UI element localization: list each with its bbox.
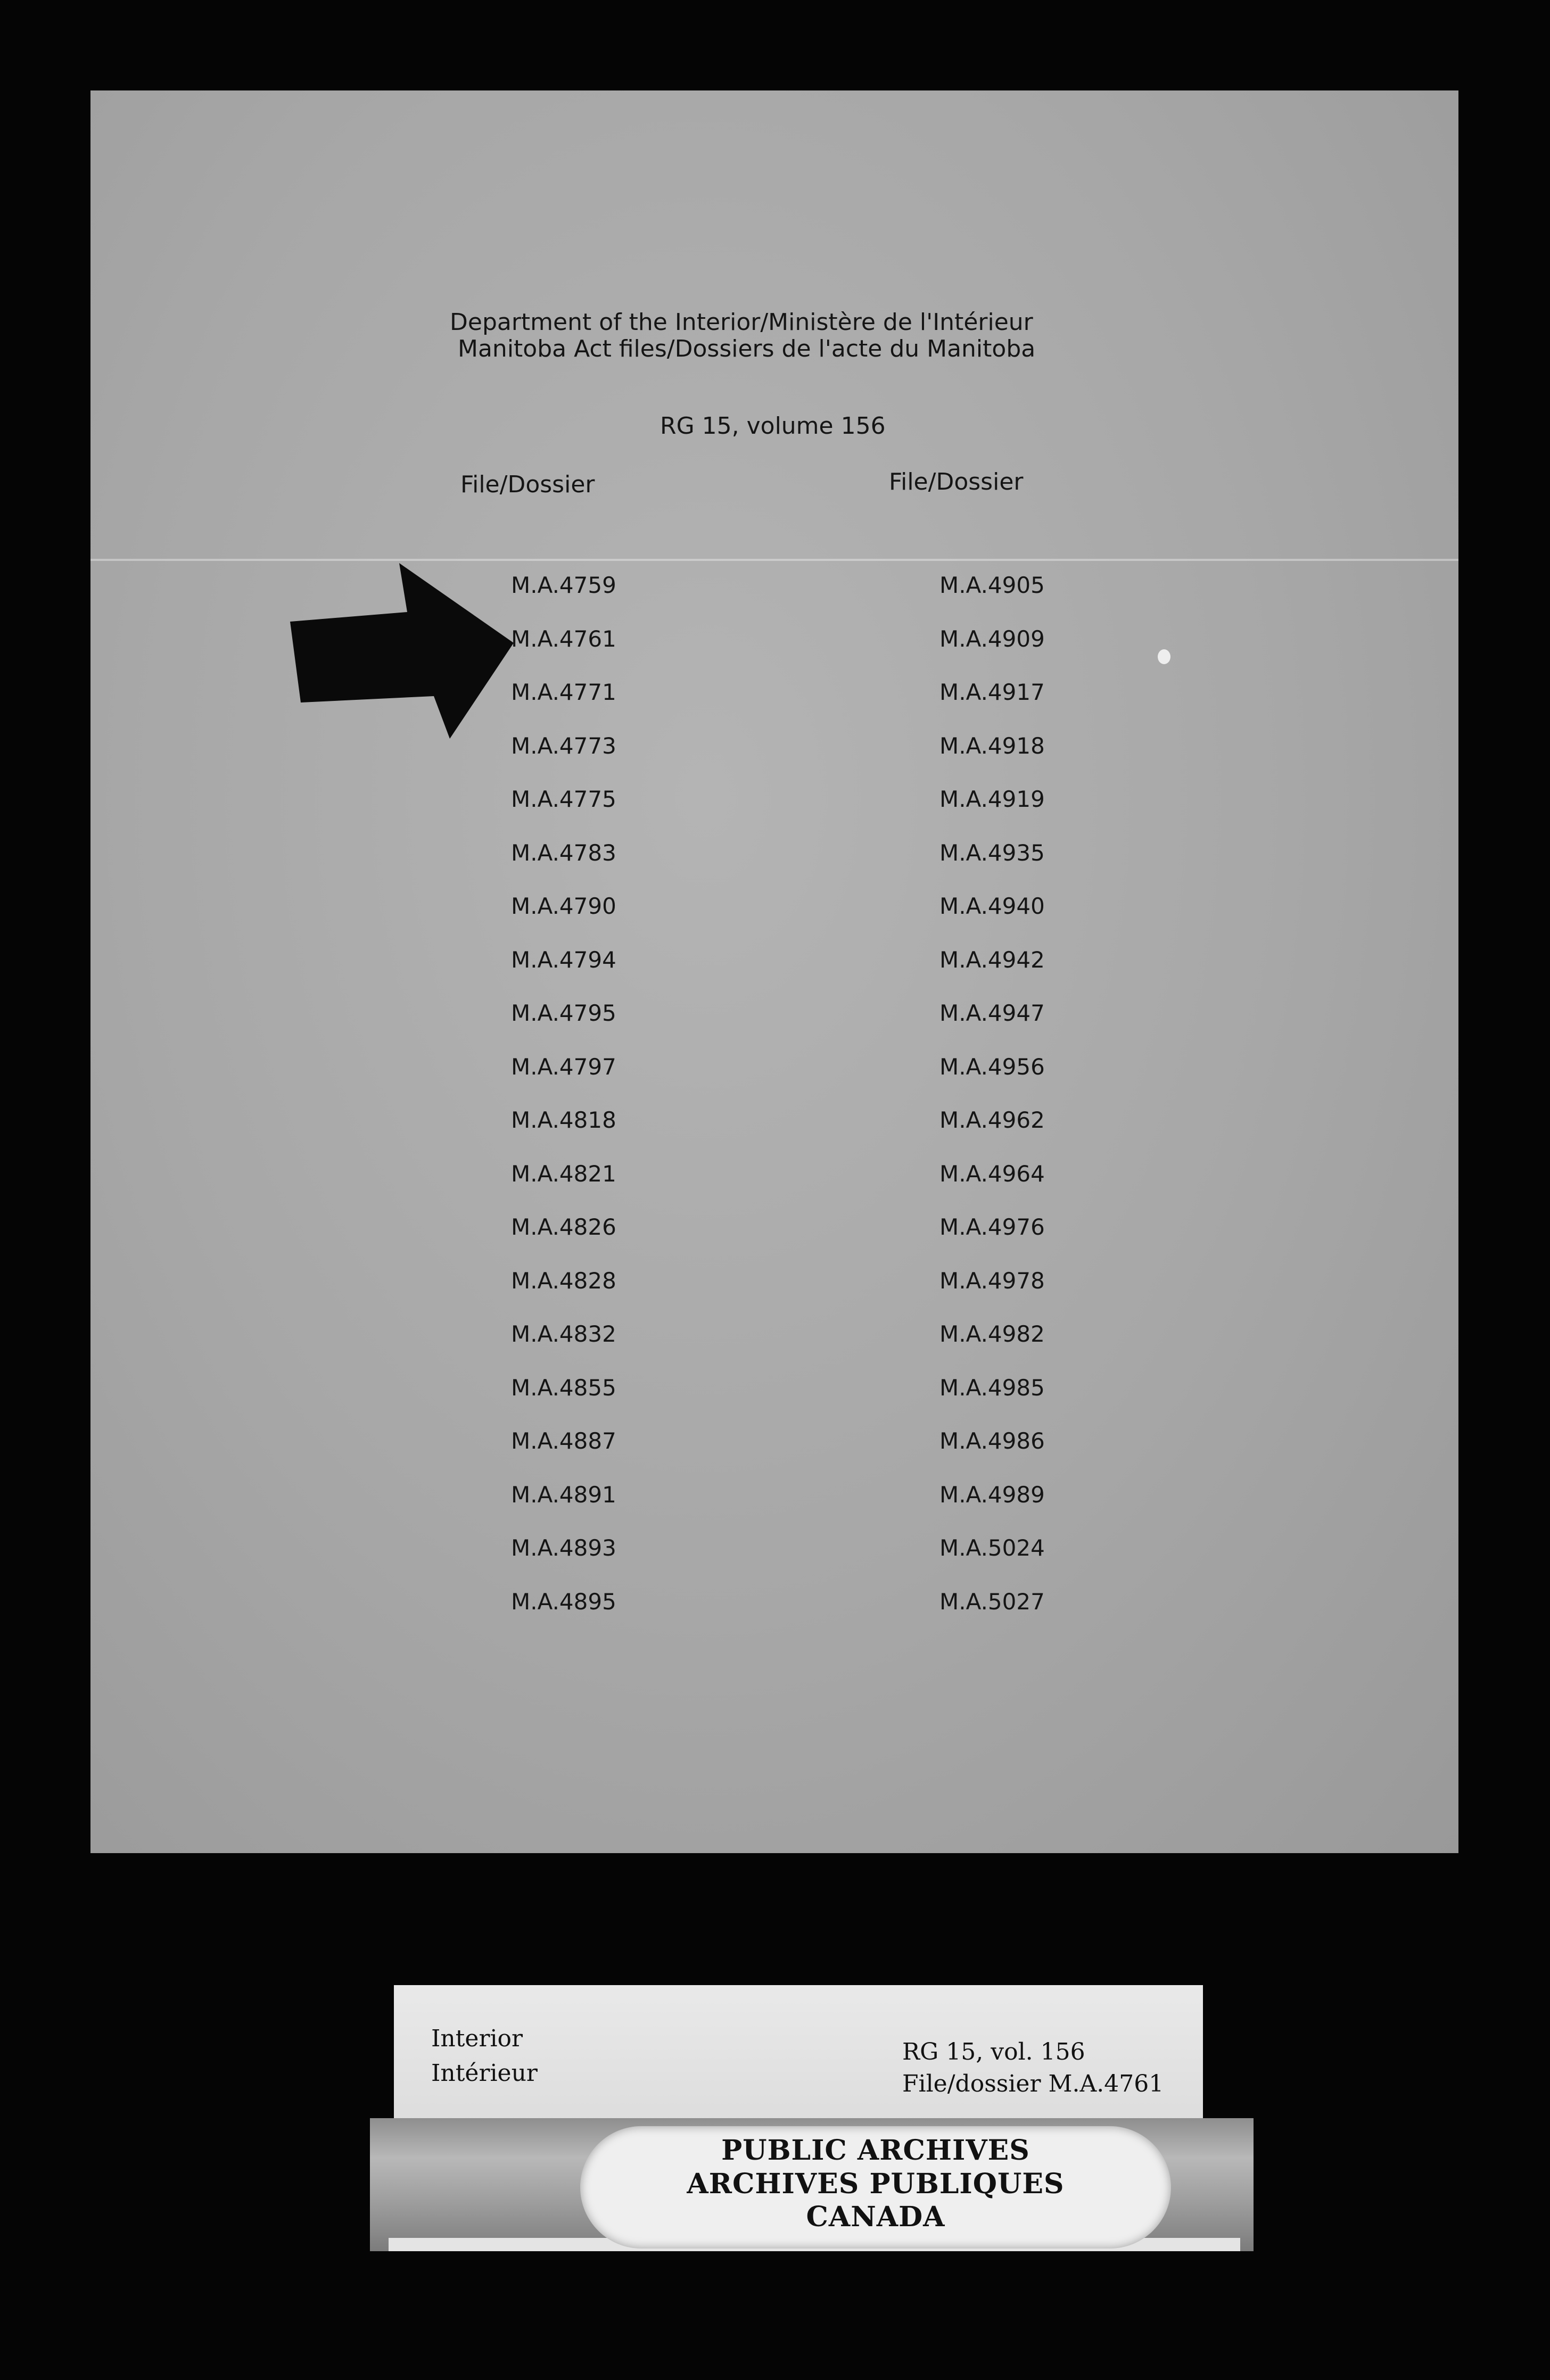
paper-fold-line — [90, 559, 1458, 561]
file-entry: M.A.4855 — [511, 1374, 616, 1401]
file-entry: M.A.4918 — [939, 732, 1045, 759]
file-entry: M.A.4832 — [511, 1321, 616, 1347]
file-entry: M.A.4795 — [511, 1000, 616, 1026]
public-archives-seal — [580, 2126, 1171, 2249]
file-list-right — [939, 559, 1045, 1629]
file-entry: M.A.4797 — [511, 1053, 616, 1080]
arrow-icon — [290, 563, 524, 739]
file-entry: M.A.4947 — [939, 1000, 1045, 1026]
file-entry: M.A.4942 — [939, 946, 1045, 973]
document-title-line-2: Manitoba Act files/Dossiers de l'acte du Manitoba — [458, 335, 1036, 362]
file-entry: M.A.4887 — [511, 1428, 616, 1454]
file-entry: M.A.4775 — [511, 786, 616, 812]
file-list-left — [511, 559, 616, 1629]
label-volume: RG 15, vol. 156 — [902, 2038, 1085, 2065]
file-entry: M.A.4821 — [511, 1160, 616, 1187]
column-header-left: File/Dossier — [460, 471, 595, 498]
document-title-line-1: Department of the Interior/Ministère de l'Intérieur — [450, 309, 1033, 336]
file-entry: M.A.4828 — [511, 1267, 616, 1294]
film-speck — [1158, 649, 1170, 664]
file-entry: M.A.4895 — [511, 1588, 616, 1615]
seal-line-3: CANADA — [806, 2201, 945, 2233]
file-entry: M.A.4905 — [939, 572, 1045, 598]
file-entry: M.A.4790 — [511, 893, 616, 919]
column-header-right: File/Dossier — [889, 468, 1024, 495]
file-entry: M.A.4982 — [939, 1321, 1045, 1347]
file-entry: M.A.4986 — [939, 1428, 1045, 1454]
file-entry: M.A.4964 — [939, 1160, 1045, 1187]
label-department-fr: Intérieur — [431, 2060, 538, 2087]
file-entry: M.A.4917 — [939, 679, 1045, 705]
file-entry: M.A.4893 — [511, 1535, 616, 1561]
file-entry: M.A.4818 — [511, 1107, 616, 1133]
seal-line-1: PUBLIC ARCHIVES — [721, 2134, 1030, 2167]
record-group-heading: RG 15, volume 156 — [660, 412, 886, 440]
file-entry: M.A.4771 — [511, 679, 616, 705]
archive-label-card — [394, 1985, 1203, 2134]
file-entry: M.A.5027 — [939, 1588, 1045, 1615]
file-entry: M.A.4935 — [939, 839, 1045, 866]
seal-line-2: ARCHIVES PUBLIQUES — [687, 2168, 1065, 2200]
file-entry: M.A.4759 — [511, 572, 616, 598]
document-sheet — [90, 90, 1458, 1853]
file-entry: M.A.4826 — [511, 1214, 616, 1240]
file-entry: M.A.4978 — [939, 1267, 1045, 1294]
file-entry: M.A.4909 — [939, 625, 1045, 652]
file-entry: M.A.4919 — [939, 786, 1045, 812]
file-entry: M.A.4940 — [939, 893, 1045, 919]
file-entry: M.A.4956 — [939, 1053, 1045, 1080]
file-entry: M.A.4962 — [939, 1107, 1045, 1133]
file-entry: M.A.4976 — [939, 1214, 1045, 1240]
file-entry: M.A.4773 — [511, 732, 616, 759]
file-entry: M.A.4891 — [511, 1481, 616, 1508]
file-entry: M.A.4794 — [511, 946, 616, 973]
file-entry: M.A.4989 — [939, 1481, 1045, 1508]
file-entry: M.A.4985 — [939, 1374, 1045, 1401]
file-entry: M.A.4783 — [511, 839, 616, 866]
label-file-number: File/dossier M.A.4761 — [902, 2070, 1164, 2097]
label-department-en: Interior — [431, 2025, 523, 2052]
file-entry: M.A.4761 — [511, 625, 616, 652]
file-entry: M.A.5024 — [939, 1535, 1045, 1561]
